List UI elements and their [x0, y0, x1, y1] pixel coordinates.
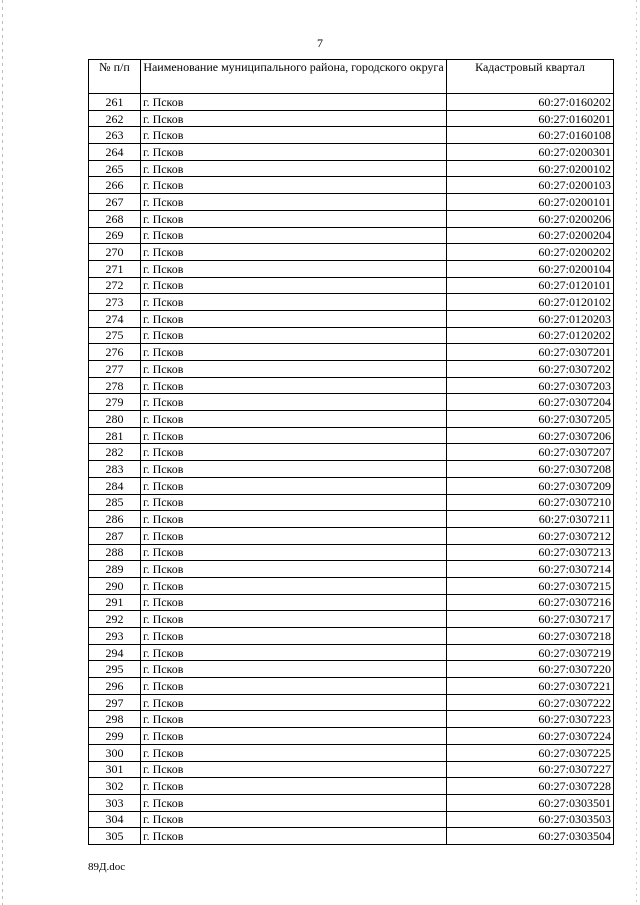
table-row [89, 778, 614, 795]
row-number-cell: 281 [89, 427, 141, 444]
district-name-cell: г. Псков [141, 411, 447, 428]
district-name-cell: г. Псков [141, 811, 447, 828]
cadastral-code-cell: 60:27:0307219 [447, 644, 614, 661]
district-name-cell: г. Псков [141, 427, 447, 444]
table-row [89, 210, 614, 227]
district-name-cell: г. Псков [141, 611, 447, 628]
cadastral-code-cell: 60:27:0200103 [447, 177, 614, 194]
row-number-cell: 276 [89, 344, 141, 361]
row-number-cell: 265 [89, 160, 141, 177]
cadastral-code-cell: 60:27:0307220 [447, 661, 614, 678]
header-num: № п/п [89, 60, 141, 94]
row-number-cell: 264 [89, 144, 141, 161]
cadastral-code-cell: 60:27:0120101 [447, 277, 614, 294]
district-name-cell: г. Псков [141, 310, 447, 327]
table-row [89, 794, 614, 811]
row-number-cell: 290 [89, 577, 141, 594]
row-number-cell: 277 [89, 361, 141, 378]
district-name-cell: г. Псков [141, 661, 447, 678]
cadastral-code-cell: 60:27:0200204 [447, 227, 614, 244]
table-row [89, 377, 614, 394]
row-number-cell: 283 [89, 461, 141, 478]
cadastral-code-cell: 60:27:0120202 [447, 327, 614, 344]
cadastral-code-cell: 60:27:0307203 [447, 377, 614, 394]
row-number-cell: 282 [89, 444, 141, 461]
header-code: Кадастровый квартал [447, 60, 614, 94]
table-row [89, 127, 614, 144]
district-name-cell: г. Псков [141, 377, 447, 394]
table-row [89, 227, 614, 244]
row-number-cell: 269 [89, 227, 141, 244]
row-number-cell: 291 [89, 594, 141, 611]
cadastral-code-cell: 60:27:0307209 [447, 477, 614, 494]
district-name-cell: г. Псков [141, 744, 447, 761]
district-name-cell: г. Псков [141, 561, 447, 578]
row-number-cell: 294 [89, 644, 141, 661]
table-row [89, 828, 614, 845]
row-number-cell: 284 [89, 477, 141, 494]
district-name-cell: г. Псков [141, 144, 447, 161]
table-row [89, 327, 614, 344]
district-name-cell: г. Псков [141, 127, 447, 144]
table-row [89, 477, 614, 494]
cadastral-code-cell: 60:27:0307204 [447, 394, 614, 411]
table-row [89, 444, 614, 461]
row-number-cell: 274 [89, 310, 141, 327]
cadastral-code-cell: 60:27:0307222 [447, 694, 614, 711]
district-name-cell: г. Псков [141, 177, 447, 194]
district-name-cell: г. Псков [141, 477, 447, 494]
cadastral-code-cell: 60:27:0200104 [447, 260, 614, 277]
row-number-cell: 263 [89, 127, 141, 144]
row-number-cell: 303 [89, 794, 141, 811]
row-number-cell: 287 [89, 527, 141, 544]
cadastral-code-cell: 60:27:0307201 [447, 344, 614, 361]
district-name-cell: г. Псков [141, 394, 447, 411]
cadastral-code-cell: 60:27:0307228 [447, 778, 614, 795]
table-row [89, 728, 614, 745]
district-name-cell: г. Псков [141, 594, 447, 611]
row-number-cell: 293 [89, 628, 141, 645]
row-number-cell: 288 [89, 544, 141, 561]
row-number-cell: 280 [89, 411, 141, 428]
district-name-cell: г. Псков [141, 210, 447, 227]
row-number-cell: 304 [89, 811, 141, 828]
cadastral-code-cell: 60:27:0307217 [447, 611, 614, 628]
table-row [89, 594, 614, 611]
district-name-cell: г. Псков [141, 444, 447, 461]
cadastral-code-cell: 60:27:0307208 [447, 461, 614, 478]
cadastral-code-cell: 60:27:0307225 [447, 744, 614, 761]
district-name-cell: г. Псков [141, 294, 447, 311]
table-row [89, 661, 614, 678]
row-number-cell: 292 [89, 611, 141, 628]
row-number-cell: 271 [89, 260, 141, 277]
cadastral-code-cell: 60:27:0307214 [447, 561, 614, 578]
cadastral-code-cell: 60:27:0307205 [447, 411, 614, 428]
cadastral-code-cell: 60:27:0160202 [447, 94, 614, 111]
table-row [89, 177, 614, 194]
table-row [89, 694, 614, 711]
district-name-cell: г. Псков [141, 227, 447, 244]
district-name-cell: г. Псков [141, 761, 447, 778]
district-name-cell: г. Псков [141, 260, 447, 277]
row-number-cell: 275 [89, 327, 141, 344]
table-row [89, 628, 614, 645]
table-row [89, 811, 614, 828]
district-name-cell: г. Псков [141, 644, 447, 661]
cadastral-code-cell: 60:27:0200202 [447, 244, 614, 261]
district-name-cell: г. Псков [141, 694, 447, 711]
table-row [89, 260, 614, 277]
table-row [89, 411, 614, 428]
cadastral-code-cell: 60:27:0120102 [447, 294, 614, 311]
scan-edge-left [2, 0, 3, 905]
row-number-cell: 286 [89, 511, 141, 528]
row-number-cell: 297 [89, 694, 141, 711]
district-name-cell: г. Псков [141, 511, 447, 528]
row-number-cell: 279 [89, 394, 141, 411]
cadastral-code-cell: 60:27:0200206 [447, 210, 614, 227]
table-row [89, 110, 614, 127]
table-row [89, 511, 614, 528]
district-name-cell: г. Псков [141, 110, 447, 127]
table-row [89, 344, 614, 361]
row-number-cell: 289 [89, 561, 141, 578]
cadastral-code-cell: 60:27:0303503 [447, 811, 614, 828]
cadastral-code-cell: 60:27:0307213 [447, 544, 614, 561]
cadastral-code-cell: 60:27:0307224 [447, 728, 614, 745]
cadastral-code-cell: 60:27:0307218 [447, 628, 614, 645]
row-number-cell: 278 [89, 377, 141, 394]
district-name-cell: г. Псков [141, 711, 447, 728]
table-row [89, 577, 614, 594]
district-name-cell: г. Псков [141, 160, 447, 177]
district-name-cell: г. Псков [141, 327, 447, 344]
cadastral-code-cell: 60:27:0303501 [447, 794, 614, 811]
table-row [89, 144, 614, 161]
cadastral-code-cell: 60:27:0160108 [447, 127, 614, 144]
district-name-cell: г. Псков [141, 527, 447, 544]
district-name-cell: г. Псков [141, 344, 447, 361]
cadastral-code-cell: 60:27:0307202 [447, 361, 614, 378]
table-row [89, 94, 614, 111]
table-row [89, 678, 614, 695]
cadastral-code-cell: 60:27:0307211 [447, 511, 614, 528]
header-name: Наименование муниципального района, городского округа [141, 60, 447, 94]
cadastral-code-cell: 60:27:0200301 [447, 144, 614, 161]
cadastral-code-cell: 60:27:0120203 [447, 310, 614, 327]
table-row [89, 427, 614, 444]
cadastral-code-cell: 60:27:0307216 [447, 594, 614, 611]
row-number-cell: 272 [89, 277, 141, 294]
document-filename: 89Д.doc [88, 861, 126, 873]
cadastral-code-cell: 60:27:0200101 [447, 194, 614, 211]
table-row [89, 277, 614, 294]
row-number-cell: 296 [89, 678, 141, 695]
cadastral-code-cell: 60:27:0307223 [447, 711, 614, 728]
district-name-cell: г. Псков [141, 361, 447, 378]
row-number-cell: 270 [89, 244, 141, 261]
cadastral-code-cell: 60:27:0307207 [447, 444, 614, 461]
table-row [89, 244, 614, 261]
district-name-cell: г. Псков [141, 794, 447, 811]
cadastral-code-cell: 60:27:0200102 [447, 160, 614, 177]
row-number-cell: 299 [89, 728, 141, 745]
cadastral-code-cell: 60:27:0307206 [447, 427, 614, 444]
table-row [89, 711, 614, 728]
cadastral-code-cell: 60:27:0307221 [447, 678, 614, 695]
row-number-cell: 285 [89, 494, 141, 511]
table-row [89, 561, 614, 578]
table-row [89, 644, 614, 661]
table-row [89, 744, 614, 761]
row-number-cell: 266 [89, 177, 141, 194]
row-number-cell: 305 [89, 828, 141, 845]
district-name-cell: г. Псков [141, 244, 447, 261]
table-row [89, 160, 614, 177]
cadastral-code-cell: 60:27:0160201 [447, 110, 614, 127]
district-name-cell: г. Псков [141, 94, 447, 111]
row-number-cell: 301 [89, 761, 141, 778]
row-number-cell: 261 [89, 94, 141, 111]
row-number-cell: 268 [89, 210, 141, 227]
district-name-cell: г. Псков [141, 544, 447, 561]
district-name-cell: г. Псков [141, 277, 447, 294]
district-name-cell: г. Псков [141, 828, 447, 845]
table-row [89, 294, 614, 311]
cadastral-code-cell: 60:27:0307215 [447, 577, 614, 594]
table-row [89, 194, 614, 211]
cadastral-code-cell: 60:27:0307227 [447, 761, 614, 778]
table-row [89, 361, 614, 378]
cadastral-table [88, 59, 614, 845]
district-name-cell: г. Псков [141, 628, 447, 645]
table-row [89, 611, 614, 628]
district-name-cell: г. Псков [141, 194, 447, 211]
district-name-cell: г. Псков [141, 577, 447, 594]
district-name-cell: г. Псков [141, 778, 447, 795]
row-number-cell: 262 [89, 110, 141, 127]
table-row [89, 461, 614, 478]
table-row [89, 494, 614, 511]
row-number-cell: 302 [89, 778, 141, 795]
district-name-cell: г. Псков [141, 678, 447, 695]
table-row [89, 394, 614, 411]
district-name-cell: г. Псков [141, 461, 447, 478]
district-name-cell: г. Псков [141, 494, 447, 511]
row-number-cell: 300 [89, 744, 141, 761]
row-number-cell: 298 [89, 711, 141, 728]
table-row [89, 527, 614, 544]
scan-edge-right [636, 0, 637, 905]
table-header-row [89, 60, 614, 94]
district-name-cell: г. Псков [141, 728, 447, 745]
cadastral-code-cell: 60:27:0307212 [447, 527, 614, 544]
page-number: 7 [317, 36, 323, 50]
cadastral-code-cell: 60:27:0307210 [447, 494, 614, 511]
table-row [89, 761, 614, 778]
table-row [89, 310, 614, 327]
table-row [89, 544, 614, 561]
table-body [89, 94, 614, 845]
row-number-cell: 273 [89, 294, 141, 311]
cadastral-code-cell: 60:27:0303504 [447, 828, 614, 845]
row-number-cell: 295 [89, 661, 141, 678]
row-number-cell: 267 [89, 194, 141, 211]
